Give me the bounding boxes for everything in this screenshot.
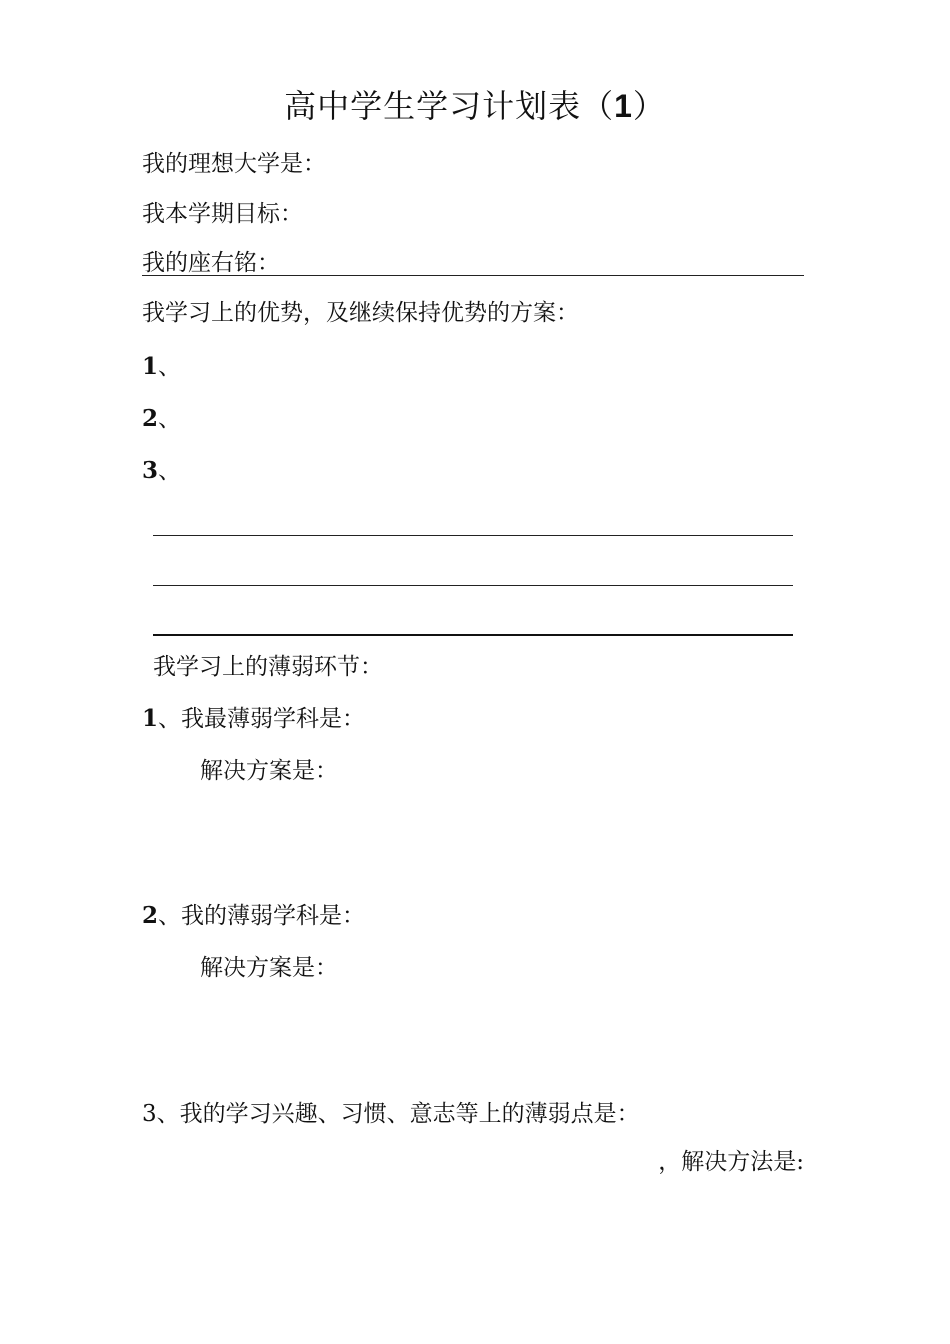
title-text: 高中学生学习计划表（: [284, 87, 615, 125]
strength-item-3-sep: 、: [158, 458, 182, 484]
title-number: 1: [614, 88, 633, 124]
strength-item-1-sep: 、: [158, 354, 182, 380]
writing-line-1: [153, 535, 793, 536]
strength-item-2-number: 2: [142, 405, 159, 432]
strengths-heading: 我学习上的优势，及继续保持优势的方案：: [142, 300, 579, 326]
motto-underline: [142, 275, 804, 276]
weakness-item-2-number: 2: [142, 902, 159, 929]
semester-goal-label: 我本学期目标：: [142, 201, 303, 227]
weakness-item-1: [142, 705, 365, 733]
writing-line-3: [153, 634, 793, 636]
weakness-item-2-label: 、我的薄弱学科是：: [158, 903, 366, 929]
strength-item-2: [142, 405, 181, 433]
dream-university-label: 我的理想大学是：: [142, 151, 326, 177]
weakness-item-2: [142, 902, 365, 930]
strength-item-2-sep: 、: [158, 406, 182, 432]
weakness-item-3-solution: ，解决方法是:: [658, 1149, 804, 1175]
strength-item-1: [142, 353, 181, 381]
weakness-item-2-solution: 解决方案是：: [200, 955, 338, 981]
strength-item-1-number: 1: [142, 353, 159, 380]
weakness-item-1-label: 、我最薄弱学科是：: [158, 706, 366, 732]
strength-item-3-number: 3: [142, 457, 159, 484]
strength-item-3: [142, 457, 181, 485]
weakness-item-1-solution: 解决方案是：: [200, 758, 338, 784]
writing-line-2: [153, 585, 793, 586]
weaknesses-heading: 我学习上的薄弱环节：: [153, 654, 383, 680]
page-title: [0, 86, 950, 126]
motto-label: 我的座右铭：: [142, 250, 280, 276]
weakness-item-1-number: 1: [142, 705, 159, 732]
title-close: ）: [632, 87, 666, 125]
weakness-item-3: 3、我的学习兴趣、习惯、意志等上的薄弱点是：: [142, 1101, 640, 1127]
